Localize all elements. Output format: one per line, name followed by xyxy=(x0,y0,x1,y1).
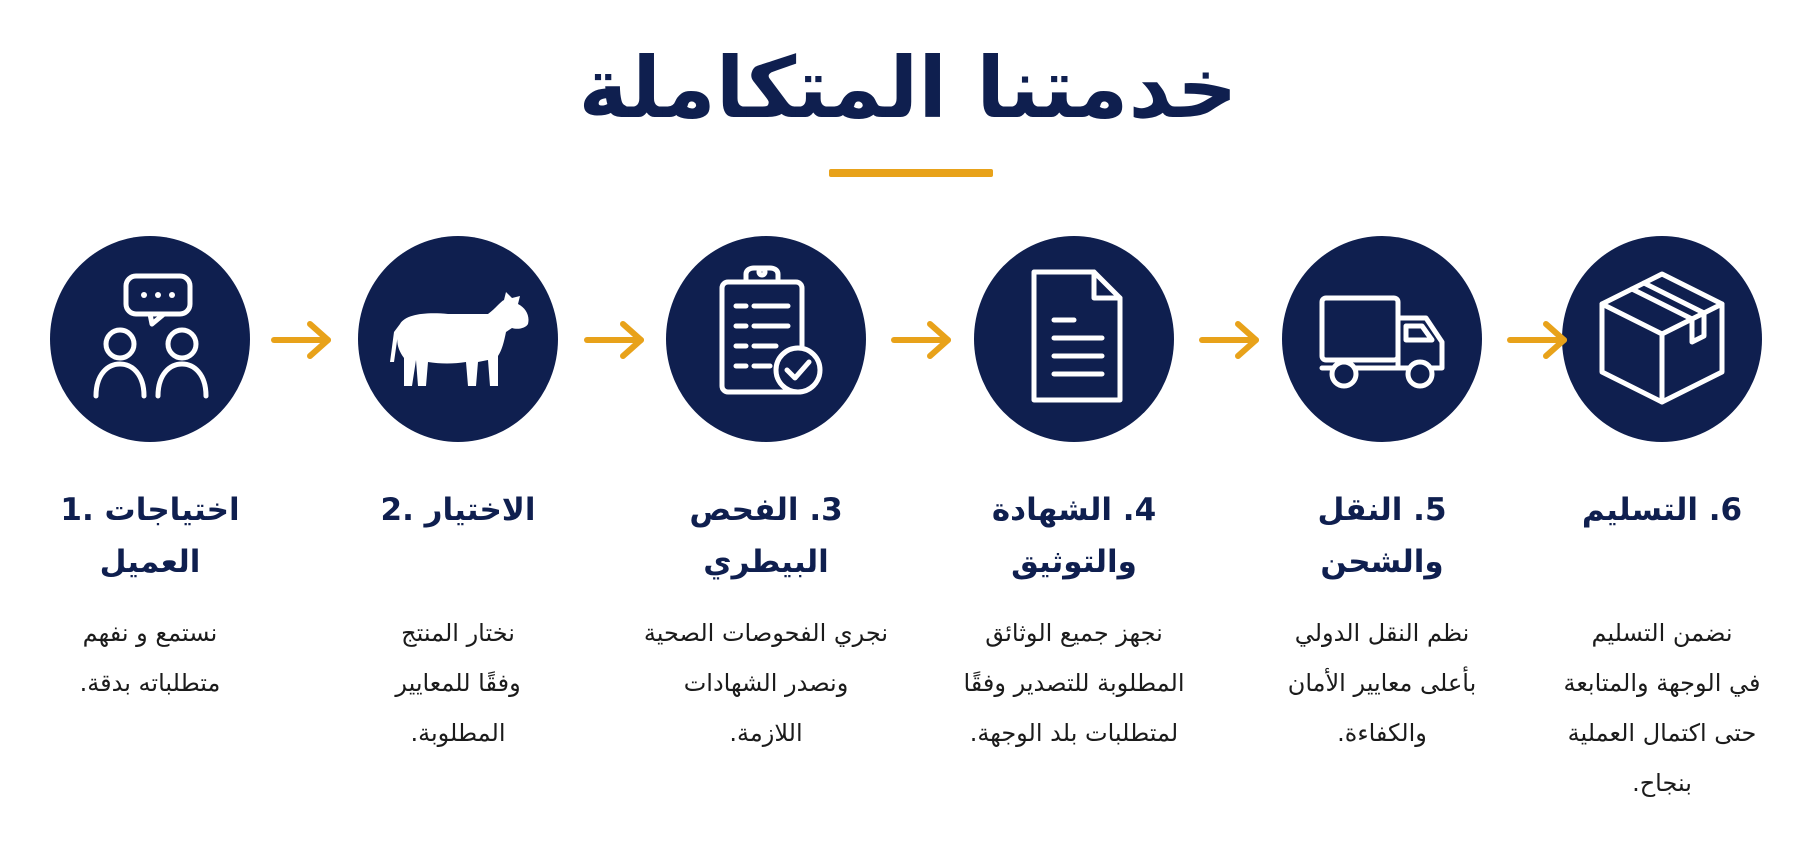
page-title: خدمتنا المتكاملة xyxy=(578,39,1238,137)
document-icon xyxy=(994,258,1154,418)
step-1-desc-line: نستمع و نفهم xyxy=(82,619,218,647)
step-2-desc-line: نختار المنتج xyxy=(401,619,515,647)
step-4-desc-line: نجهز جميع الوثائق xyxy=(985,619,1163,647)
package-box-icon xyxy=(1582,258,1742,418)
step-4-title-line: 4. الشهادة xyxy=(991,492,1157,528)
step-3-title-line: البيطري xyxy=(703,544,829,580)
step-4-icon-circle xyxy=(974,236,1174,442)
step-3-title-line: 3. الفحص xyxy=(689,492,843,528)
step-5-title-line: 5. النقل xyxy=(1317,492,1447,528)
step-2-title-line: الاختيار .2 xyxy=(380,492,536,528)
step-2-icon-circle xyxy=(358,236,558,442)
step-2-description xyxy=(308,608,608,758)
step-4-desc-line: المطلوبة للتصدير وفقًا xyxy=(963,669,1185,697)
arrow-right-icon xyxy=(1198,318,1262,362)
step-5-icon-circle xyxy=(1282,236,1482,442)
step-3-icon-circle xyxy=(666,236,866,442)
step-5-desc-line: نظم النقل الدولي xyxy=(1294,619,1470,647)
step-6-title-line: 6. التسليم xyxy=(1581,492,1743,528)
step-1-description xyxy=(0,608,300,708)
step-5-title-line: والشحن xyxy=(1320,544,1444,580)
arrow-right-icon xyxy=(890,318,954,362)
step-6-title xyxy=(1512,484,1812,536)
step-5-description xyxy=(1232,608,1532,758)
step-3-title xyxy=(616,484,916,588)
step-2-desc-line: وفقًا للمعايير xyxy=(395,669,521,697)
step-3-desc-line: اللازمة. xyxy=(729,719,803,747)
step-6-desc-line: حتى اكتمال العملية xyxy=(1567,719,1757,747)
step-3-desc-line: ونصدر الشهادات xyxy=(683,669,849,697)
title-underline xyxy=(829,169,993,177)
step-6-desc-line: نضمن التسليم xyxy=(1591,619,1733,647)
step-3-desc-line: نجري الفحوصات الصحية xyxy=(643,619,889,647)
step-1-desc-line: متطلباته بدقة. xyxy=(79,669,221,697)
cow-icon xyxy=(378,258,538,418)
clipboard-check-icon xyxy=(686,258,846,418)
step-1-title-line: اختياجات .1 xyxy=(60,492,240,528)
step-6-desc-line: في الوجهة والمتابعة xyxy=(1563,669,1761,697)
customer-consultation-icon xyxy=(70,258,230,418)
step-6-icon-circle xyxy=(1562,236,1762,442)
step-4-title-line: والتوثيق xyxy=(1011,544,1137,580)
step-5-desc-line: والكفاءة. xyxy=(1337,719,1427,747)
step-2-title xyxy=(308,484,608,536)
step-1-title-line: العميل xyxy=(99,544,201,580)
step-3-description xyxy=(616,608,916,758)
arrow-right-icon xyxy=(1506,318,1570,362)
truck-icon xyxy=(1302,258,1462,418)
arrow-right-icon xyxy=(270,318,334,362)
step-4-desc-line: لمتطلبات بلد الوجهة. xyxy=(969,719,1179,747)
step-2-desc-line: المطلوبة. xyxy=(410,719,506,747)
arrow-right-icon xyxy=(583,318,647,362)
step-5-desc-line: بأعلى معايير الأمان xyxy=(1287,669,1477,697)
step-6-description xyxy=(1512,608,1812,808)
step-4-title xyxy=(924,484,1224,588)
step-1-title xyxy=(0,484,300,588)
step-6-desc-line: بنجاح. xyxy=(1632,769,1692,797)
step-4-description xyxy=(924,608,1224,758)
step-1-icon-circle xyxy=(50,236,250,442)
step-5-title xyxy=(1232,484,1532,588)
